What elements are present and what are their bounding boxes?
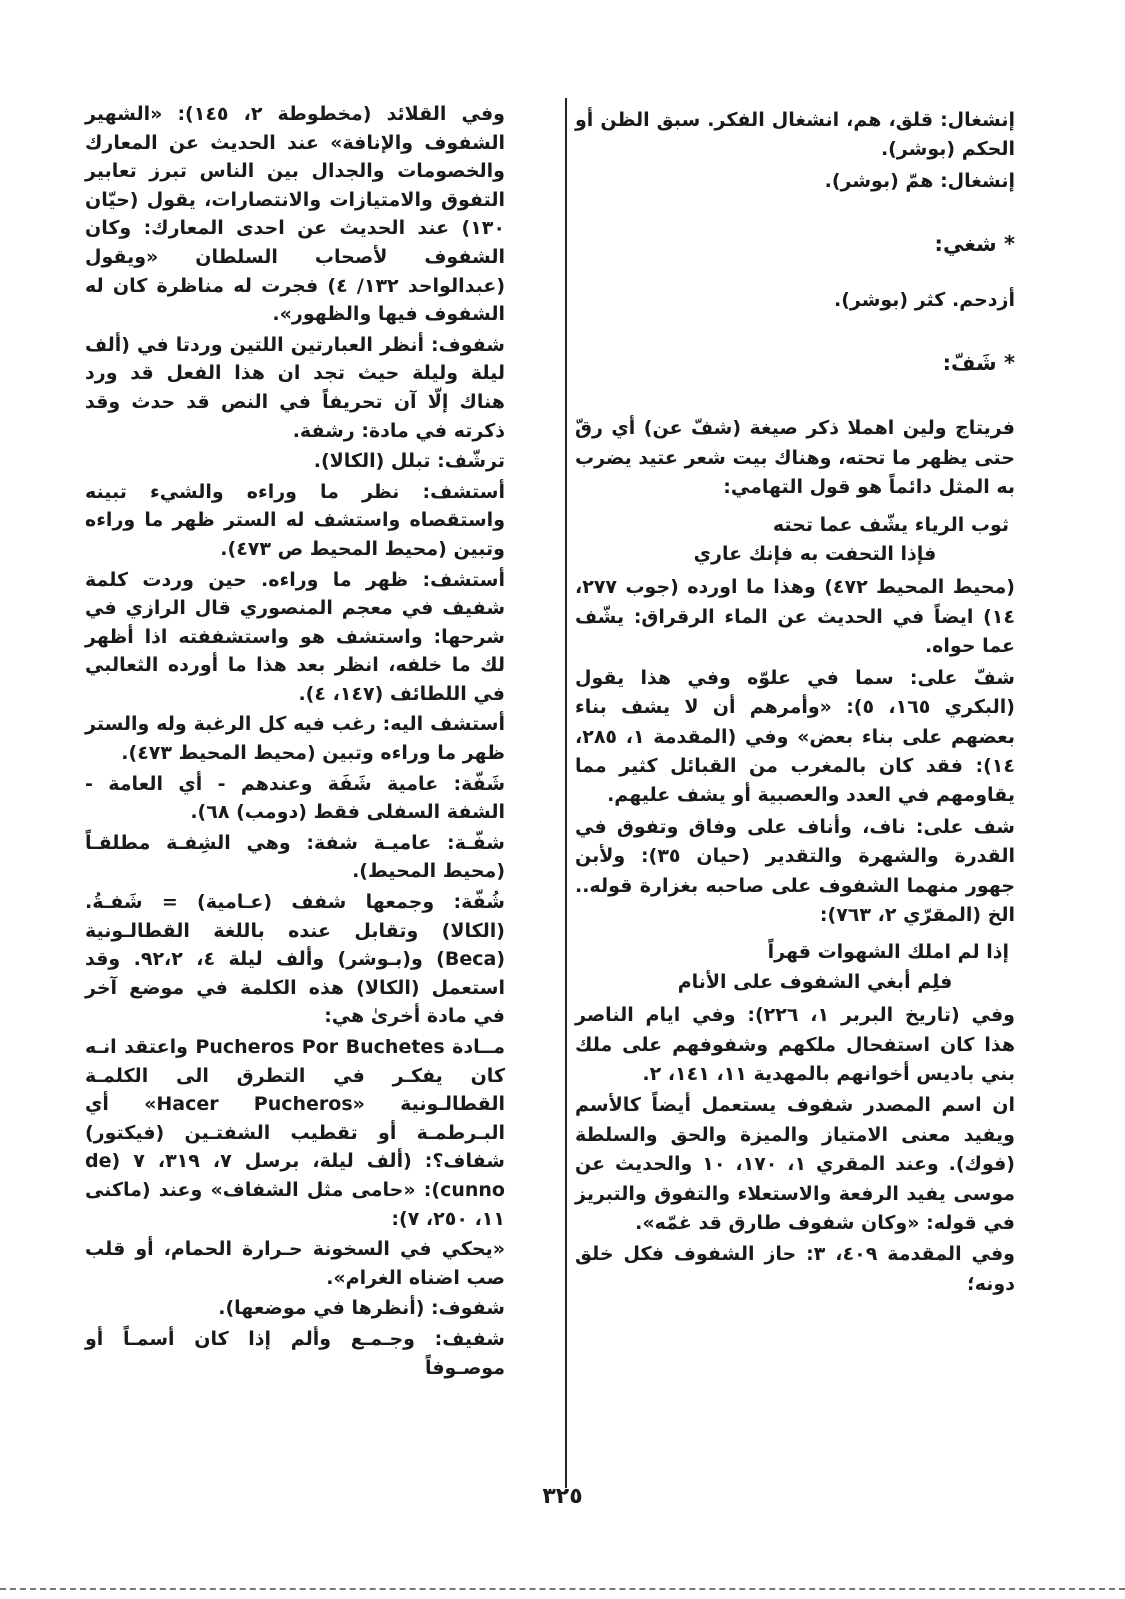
entry-shufuf-alf-layla: شفوف: أنظر العبارتين اللتين وردتا في (ألف ليلة وليلة حيث تجد ان هذا الفعل قد ورد هناك إلّا آن تحريفاً في النص قد حدث وقد ذكرته في مادة: رشفة.	[85, 333, 505, 442]
heading-shaghi: * شغي:	[934, 232, 1015, 257]
entry-shaff-ala-2: شف على: ناف، وأناف على وفاق وتفوق في القدرة والشهرة والتقدير (حيان ٣٥): ولأبن جهور منهما الشفوف على صاحبه بغزارة قوله.. الخ (المقرّي ٢، ٧٦٣):	[575, 815, 1015, 926]
entry-tarashshaf: ترشّف: تبلل (الكالا).	[313, 450, 505, 473]
verse-maqqari	[575, 938, 1015, 997]
right-column	[575, 106, 1015, 1301]
entry-tarikh-barbar: وفي (تاريخ البربر ١، ٢٢٦): وفي ايام الناصر هذا كان استفحال ملكهم وشفوفهم على ملك بني باديس أخوانهم بالمهدية ١١، ١٤١، ٢.	[575, 1004, 1015, 1085]
entry-inshighal-1: إنشغال: قلق، هم، انشغال الفكر. سبق الظن أو الحكم (بوشر).	[575, 109, 1015, 161]
entry-pucheros: مــادة Pucheros Por Buchetes واعتقد انـه كان يفكـر في التطرق الى الكلمـة القطالـونية «Hacer Pucheros» أي البـرطمـة أو تقطيب الشفتـين (فيكتور) شفاف؟: (ألف ليلة، برسل ٧، ٣١٩، ٧ (de cunno): «حامى مثل الشفاف» وعند (ماكنى ١١، ٢٥٠، ٧):	[85, 1036, 506, 1230]
left-column	[85, 100, 505, 1384]
entry-istashaff-2: أستشف: ظهر ما وراءه. حين وردت كلمة شفيف في معجم المنصوري قال الرازي في شرحها: واستشف هو واستشففته اذا أظهر لك ما خلفه، انظر بعد هذا ما أورده الثعالبي في اللطائف (١٤٧، ٤).	[85, 568, 505, 705]
entry-izdaham: أزدحم. كثر (بوشر).	[833, 288, 1015, 311]
entry-qalaid: وفي القلائد (مخطوطة ٢، ١٤٥): «الشهير الشفوف والإنافة» عند الحديث عن المعارك والخصومات والجدال بين الناس تبرز تعابير التفوق والامتيازات والانتصارات، يقول (حيّان ١٣٠) عند الحديث عن احدى المعارك: وكان الشفوف لأصحاب السلطان «ويقول (عبدالواحد ١٣٢/ ٤) فجرت له مناظرة كان له الشفوف فيها والظهور».	[85, 103, 506, 326]
verse-line-1: إذا لم املك الشهوات قهراً	[767, 941, 1009, 964]
entry-shufuf-ref: شفوف: (أنظرها في موضعها).	[218, 1297, 505, 1320]
heading-shaff: * شَفّ:	[942, 351, 1015, 376]
entry-muhit-citation: (محيط المحيط ٤٧٢) وهذا ما اورده (جوب ٢٧٧، ١٤) ايضاً في الحديث عن الماء الرقراق: يشّف عما حواه.	[575, 576, 1015, 658]
page-number: ٣٢٥	[542, 1484, 583, 1509]
entry-shafif: شفيف: وجـمـع وألم إذا كان أسمـاً أو موصـوفاً	[85, 1327, 505, 1379]
entry-quote-hammam: «يحكي في السخونة حـرارة الحمام، أو قلب صب اضناه الغرام».	[85, 1238, 505, 1289]
verse-line-2: فلِم أبغي الشفوف على الأنام	[677, 970, 953, 993]
column-divider	[565, 98, 567, 1488]
entry-freytag-lane: فريتاج ولين اهملا ذكر صيغة (شفّ عن) أي رقّ حتى يظهر ما تحته، وهناك بيت شعر عتيد يضرب به المثل دائماً هو قول التهامي:	[575, 417, 1015, 499]
bottom-edge-rule	[0, 1588, 1125, 1590]
entry-shaffa-1: شَفّة: عامية شَفَة وعندهم - أي العامة - الشفة السفلى فقط (دومب) ٦٨).	[85, 772, 505, 824]
entry-muqaddima: وفي المقدمة ٤٠٩، ٣: حاز الشفوف فكل خلق دونه؛	[575, 1243, 1015, 1295]
entry-shuffa: شُفّة: وجمعها شفف (عـامية) = شَفـةُ. (الكالا) وتقابل عنده باللغة القطالـونية (Beca) و(بـوشر) وألف ليلة ٤، ٩٢،٢. وقد استعمل (الكالا) هذه الكلمة في موضع آخر في مادة أخرىٰ هي:	[85, 891, 505, 1028]
verse-line-2: فإذا التحفت به فإنك عاري	[693, 543, 937, 566]
entry-shaff-ala-1: شفّ على: سما في علوّه وفي هذا يقول (البكري ١٦٥، ٥): «وأمرهم أن لا يشف بناء بعضهم على بناء بعض» وفي (المقدمة ١، ٢٨٥، ١٤): فقد كان بالمغرب من القبائل كثير مما يقاومهم في العدد والعصبية أو يشف عليهم.	[575, 666, 1015, 807]
entry-shaffa-2: شفّـة: عاميـة شفة: وهي الشِفـة مطلقـاً (محيط المحيط).	[85, 831, 505, 883]
entry-istashaff-ilayh: أستشف اليه: رغب فيه كل الرغبة وله والستر ظهر ما وراءه وتبين (محيط المحيط ٤٧٣).	[85, 713, 505, 765]
entry-istashaff-1: أستشف: نظر ما وراءه والشيء تبينه واستقصاه واستشف له الستر ظهر ما وراءه وتبين (محيط المحيط ص ٤٧٣).	[85, 480, 505, 560]
entry-inshighal-2: إنشغال: همّ (بوشر).	[824, 169, 1015, 192]
verse-line-1: ثوب الرياء يشّف عما تحته	[772, 513, 1009, 536]
entry-shufuf-noun: ان اسم المصدر شفوف يستعمل أيضاً كالأسم ويفيد معنى الامتياز والميزة والحق والسلطة (فوك). وعند المقري ١، ١٧٠، ١٠ والحديث عن موسى يفيد الرفعة والاستعلاء والتفوق والتبريز في قوله: «وكان شفوف طارق قد غمّه».	[575, 1094, 1015, 1234]
verse-tuhami	[575, 511, 1015, 570]
